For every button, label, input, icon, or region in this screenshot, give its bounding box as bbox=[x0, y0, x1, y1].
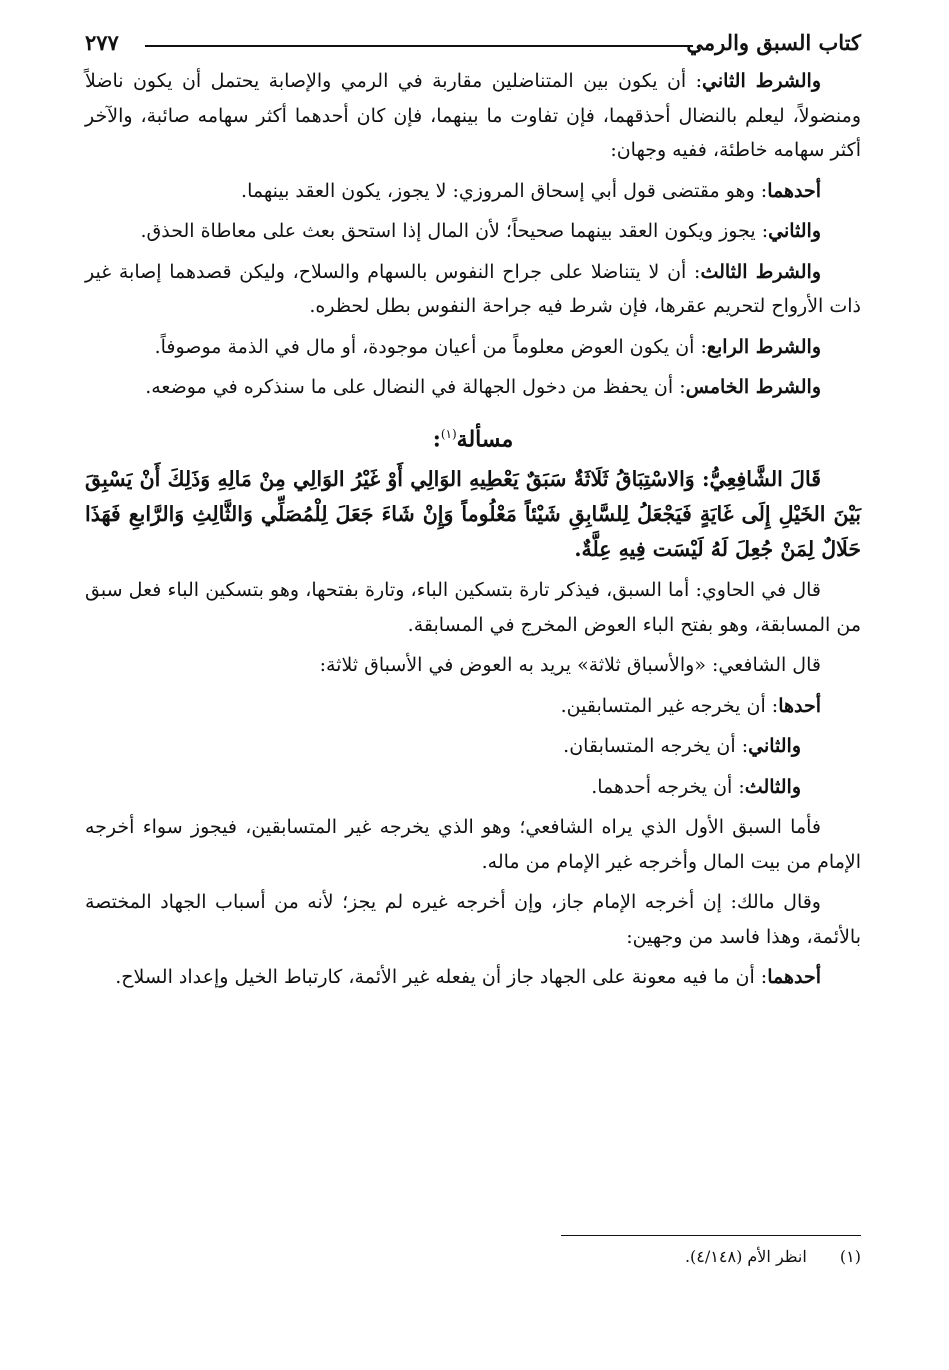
footnote bbox=[685, 1247, 861, 1266]
paragraph-text: : وهو مقتضى قول أبي إسحاق المروزي: لا يجوز، يكون العقد بينهما. bbox=[241, 179, 768, 202]
page-body bbox=[85, 64, 861, 995]
term: أحدها bbox=[778, 694, 821, 717]
footnote-rule bbox=[561, 1235, 861, 1236]
paragraph-condition-4 bbox=[85, 330, 861, 365]
paragraph-text: : أن يحفظ من دخول الجهالة في النضال على ما سنذكره في موضعه. bbox=[145, 376, 686, 398]
list-text: : أن يخرجه المتسابقان. bbox=[563, 735, 749, 758]
page-header bbox=[85, 28, 861, 64]
paragraph-text: : أن لا يتناضلا على جراح النفوس بالسهام والسلاح، وليكن قصدهما إصابة غير ذات الأرواح لتحريم عقرها، فإن شرط فيه جراحة النفوس بطل لحظره. bbox=[85, 260, 861, 317]
footnote-mark: (١) bbox=[839, 1247, 861, 1266]
body-paragraph: فأما السبق الأول الذي يراه الشافعي؛ وهو الذي يخرجه غير المتسابقين، فيجوز سواء أخرجه الإمام من بيت المال وأخرجه غير الإمام من ماله. bbox=[85, 816, 861, 873]
book-page bbox=[85, 28, 861, 1001]
paragraph-text: : أن ما فيه معونة على الجهاد جاز أن يفعله غير الأئمة، كارتباط الخيل وإعداد السلاح. bbox=[115, 966, 768, 989]
term: والشرط الخامس bbox=[685, 376, 821, 398]
body-paragraph: قال في الحاوي: أما السبق، فيذكر تارة بتسكين الباء، وتارة بفتحها، وهو بتسكين الباء فعل سبق من المسابقة، وهو بفتح الباء العوض المخرج في المسابقة. bbox=[85, 579, 861, 636]
term: أحدهما bbox=[767, 966, 821, 989]
body-paragraph: وقال مالك: إن أخرجه الإمام جاز، وإن أخرجه غيره لم يجز؛ لأنه من أسباب الجهاد المختصة بالأئمة، وهذا فاسد من وجهين: bbox=[85, 891, 861, 948]
paragraph-condition-3 bbox=[85, 255, 861, 324]
heading-colon: : bbox=[432, 425, 441, 452]
list-item bbox=[85, 689, 861, 724]
list-text: : أن يخرجه أحدهما. bbox=[591, 775, 745, 798]
term: والثاني bbox=[768, 220, 821, 242]
term: والثالث bbox=[744, 775, 801, 798]
term: والشرط الثالث bbox=[700, 260, 821, 283]
heading-text: مسألة bbox=[456, 425, 514, 452]
term: أحدهما bbox=[767, 179, 821, 202]
paragraph-second-view bbox=[85, 214, 861, 249]
page-number: ٢٧٧ bbox=[85, 30, 119, 55]
paragraph-condition-2 bbox=[85, 64, 861, 168]
paragraph-text: : أن يكون بين المتناضلين مقاربة في الرمي والإصابة يحتمل أن يكون ناضلاً ومنضولاً، ليعلم بالنضال أحذقهما، فإن تفاوت ما بينهما، فإن كان أحدهما أكثر سهامه صائبة، والآخر أكثر سهامه خاطئة، ففيه وجهان: bbox=[85, 70, 861, 161]
shafii-quote: قَالَ الشَّافِعِيُّ: وَالاسْتِبَاقُ ثَلَاثَةٌ سَبَقٌ يَعْطِيهِ الوَالِي أَوْ غَيْرُ الوَالِي مِنْ مَالِهِ وَذَلِكَ أَنْ يَسْبِقَ بَيْنَ الخَيْلِ إِلَى غَايَةٍ فَيَجْعَلُ لِلسَّابِقِ شَيْئاً مَعْلُوماً وَإِنْ شَاءَ جَعَلَ لِلْمُصَلِّي وَالثَّالِثِ وَالرَّابعِ فَهَذَا حَلَالٌ لِمَنْ جُعِلَ لَهُ لَيْسَت فِيهِ عِلَّةٌ. bbox=[85, 467, 861, 562]
term: والثاني bbox=[748, 735, 801, 758]
list-item bbox=[85, 729, 861, 764]
footnote-ref: (١) bbox=[440, 426, 457, 441]
list-text: : أن يخرجه غير المتسابقين. bbox=[560, 694, 779, 717]
term: والشرط الرابع bbox=[706, 335, 821, 358]
book-title: كتاب السبق والرمي bbox=[686, 30, 861, 55]
header-rule bbox=[145, 45, 693, 47]
paragraph-condition-5 bbox=[85, 370, 861, 405]
term: والشرط الثاني bbox=[702, 70, 821, 92]
body-paragraph: قال الشافعي: «والأسباق ثلاثة» يريد به العوض في الأسباق ثلاثة: bbox=[319, 654, 821, 677]
paragraph-first-view bbox=[85, 174, 861, 209]
footnote-text: انظر الأم (٤/١٤٨). bbox=[684, 1247, 807, 1266]
paragraph-last bbox=[85, 960, 861, 995]
paragraph-text: : أن يكون العوض معلوماً من أعيان موجودة، أو مال في الذمة موصوفاً. bbox=[154, 335, 707, 358]
list-item bbox=[85, 770, 861, 805]
section-heading bbox=[85, 417, 861, 457]
paragraph-text: : يجوز ويكون العقد بينهما صحيحاً؛ لأن المال إذا استحق بعث على معاطاة الحذق. bbox=[140, 220, 769, 242]
